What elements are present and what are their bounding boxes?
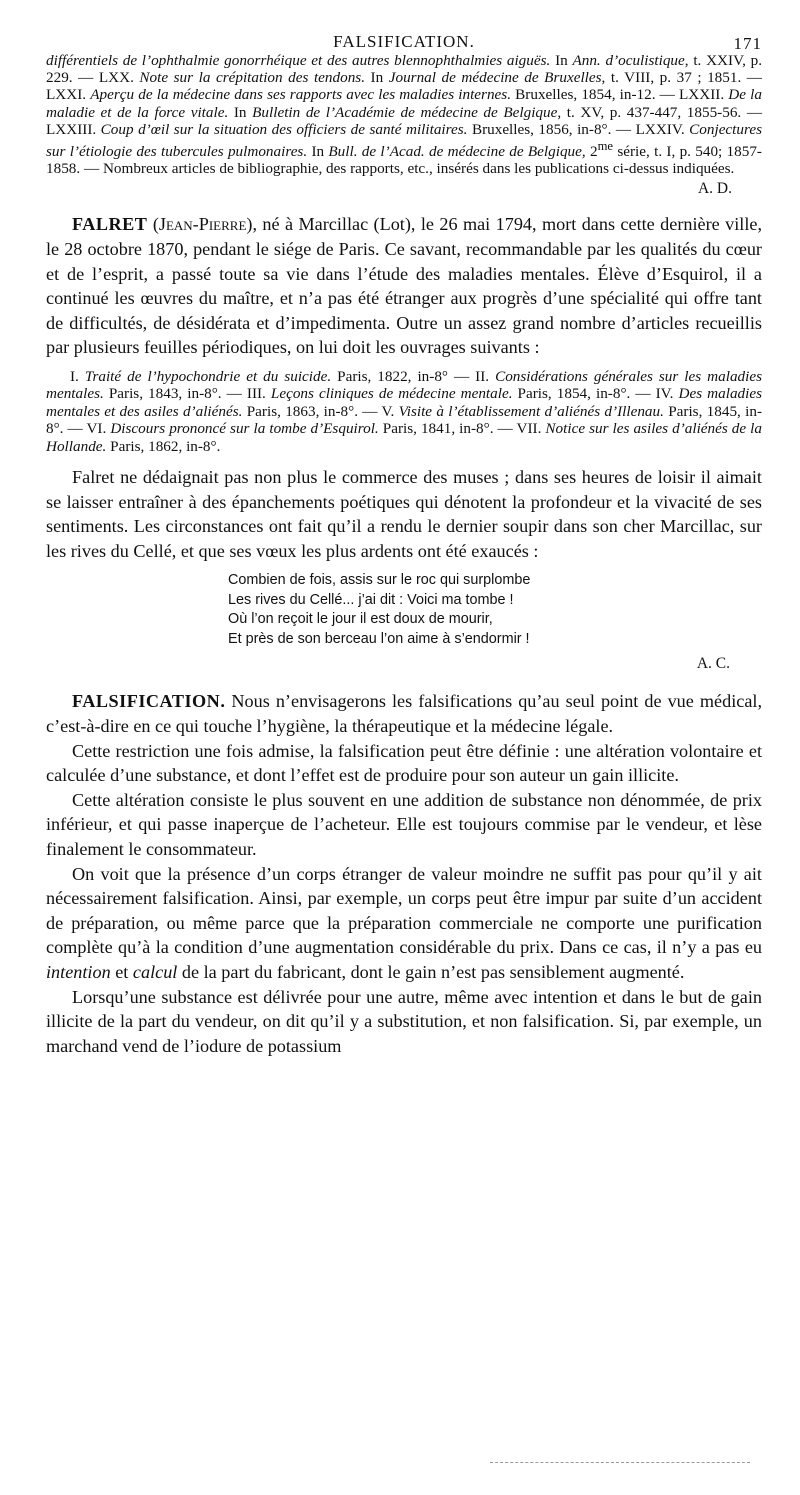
falret-biography: FALRET (Jean-Pierre), né à Marcillac (Lot), le 26 mai 1794, mort dans cette dernière ville, le 28 octobre 1870, pendant le siége de Paris. Ce savant, recommandable par les qualités du cœur et de l’esprit, a passé toute sa vie dans l’étude des maladies mentales. Élève d’Esquirol, il a continué les œuvres du maître, et n’a pas été étranger aux progrès d’une spécialité qui offre tant de difficultés, de désidérata et d’impedimenta. Outre un assez grand nombre d’articles recueillis par plusieurs feuilles périodiques, on lui doit les ouvrages suivants : xyxy=(46,214,762,358)
falsification-intro: Nous n’envisagerons les falsifications qu’au seul point de vue médical, c’est-à-dire en ce qui touche l’hygiène, la thérapeutique et la médecine légale. xyxy=(46,691,762,737)
author-signature-ac: A. C. xyxy=(696,655,730,673)
running-title: FALSIFICATION. xyxy=(333,32,475,51)
author-signature-ad: A. D. xyxy=(697,180,732,198)
poem-verse xyxy=(228,571,762,649)
falsification-paragraph xyxy=(46,689,762,738)
falsification-paragraph: Cette restriction une fois admise, la falsification peut être définie : une altération volontaire et calculée d’une substance, et dont l’effet est de produire pour son auteur un gain illicite. xyxy=(46,740,762,786)
falsification-paragraph: Lorsqu’une substance est délivrée pour une autre, même avec intention et dans le but de gain illicite de la part du vendeur, on dit qu’il y a substitution, et non falsification. Si, par exemple, un marchand vend de l’iodure de potassium xyxy=(46,986,762,1056)
bibliography-continuation: différentiels de l’ophthalmie gonorrhéique et des autres blennophthalmies aiguës. In Ann. d’oculistique, t. XXIV, p. 229. — LXX. Note sur la crépitation des tendons. In Journal de médecine de Bruxelles, t. VIII, p. 37 ; 1851. — LXXI. Aperçu de la médecine dans ses rapports avec les maladies internes. Bruxelles, 1854, in-12. — LXXII. De la maladie et de la force vitale. In Bulletin de l’Académie de médecine de Belgique, t. XV, p. 437-447, 1855-56. — LXXIII. Coup d’œil sur la situation des officiers de santé militaires. Bruxelles, 1856, in-8°. — LXXIV. Conjectures sur l’étiologie des tubercules pulmonaires. In Bull. de l’Acad. de médecine de Belgique, $2^{me}$ série, t. I, p. 540; 1857-1858. — Nombreux articles de bibliographie, des rapports, etc., insérés dans les publications ci-dessus indiquées. xyxy=(46,52,763,178)
falsification-paragraph: Cette altération consiste le plus souvent en une addition de substance non dénommée, de prix inférieur, et qui passe inaperçue de l’acheteur. Elle est toujours commise par le vendeur, et lèse finalement le consommateur. xyxy=(46,789,762,860)
poem-line: Les rives du Cellé... j’ai dit : Voici ma tombe ! xyxy=(228,591,514,608)
entry-falsification xyxy=(46,689,762,1058)
person-name: Jean-Pierre xyxy=(158,214,247,235)
poem-line: Combien de fois, assis sur le roc qui surplombe xyxy=(228,572,531,589)
falsification-paragraph: On voit que la présence d’un corps étranger de valeur moindre ne suffit pas pour qu’il y ait nécessairement falsification. Ainsi, par exemple, un corps peut être impur par suite d’un accident de préparation, ou même parce que la préparation commerciale ne comporte une purification complète qu’à la condition d’une augmentation considérable du prix. Dans ce cas, il n’y a pas eu intention et calcul de la part du fabricant, dont le gain n’est pas sensiblement augmenté. xyxy=(46,863,762,982)
page-number: 171 xyxy=(733,34,762,53)
poem-line: Et près de son berceau l’on aime à s’endormir ! xyxy=(228,630,530,647)
page-header xyxy=(46,30,762,54)
poem-line: Où l’on reçoit le jour il est doux de mourir, xyxy=(228,611,493,628)
falret-works-list: I. Traité de l’hypochondrie et du suicide. Paris, 1822, in-8° — II. Considérations générales sur les maladies mentales. Paris, 1843, in-8°. — III. Leçons cliniques de médecine mentale. Paris, 1854, in-8°. — IV. Des maladies mentales et des asiles d’aliénés. Paris, 1863, in-8°. — V. Visite à l’établissement d’aliénés d’Illenau. Paris, 1845, in-8°. — VI. Discours prononcé sur la tombe d’Esquirol. Paris, 1841, in-8°. — VII. Notice sur les asiles d’aliénés de la Hollande. Paris, 1862, in-8°. xyxy=(46,368,763,455)
headword-falret: FALRET xyxy=(72,214,148,235)
previous-entry-bibliography xyxy=(46,52,762,198)
falret-body-text: ), né à Marcillac (Lot), le 26 mai 1794, mort dans cette dernière ville, le 28 octobre 1870, pendant le siége de Paris. Ce savant, recommandable par les qualités du cœur et de l’esprit, a passé toute sa vie dans l’étude des maladies mentales. Élève d’Esquirol, il a continué les œuvres du maître, et n’a pas été étranger aux progrès d’une spécialité qui offre tant de difficultés, de désidérata et d’impedimenta. Outre un assez grand nombre d’articles recueillis par plusieurs feuilles périodiques, on lui doit les ouvrages suivants : xyxy=(46,214,762,358)
headword-falsification: FALSIFICATION. xyxy=(72,691,226,712)
bottom-dotted-rule xyxy=(490,1462,750,1465)
falret-muses-paragraph: Falret ne dédaignait pas non plus le commerce des muses ; dans ses heures de loisir il aimait se laisser entraîner à des épanchements poétiques qui dénotent la profondeur et la vivacité de ses sentiments. Les circonstances ont fait qu’il a rendu le dernier soupir dans son cher Marcillac, sur les rives du Cellé, et que ses vœux les plus ardents ont été exaucés : xyxy=(46,467,762,561)
entry-falret xyxy=(46,212,762,673)
